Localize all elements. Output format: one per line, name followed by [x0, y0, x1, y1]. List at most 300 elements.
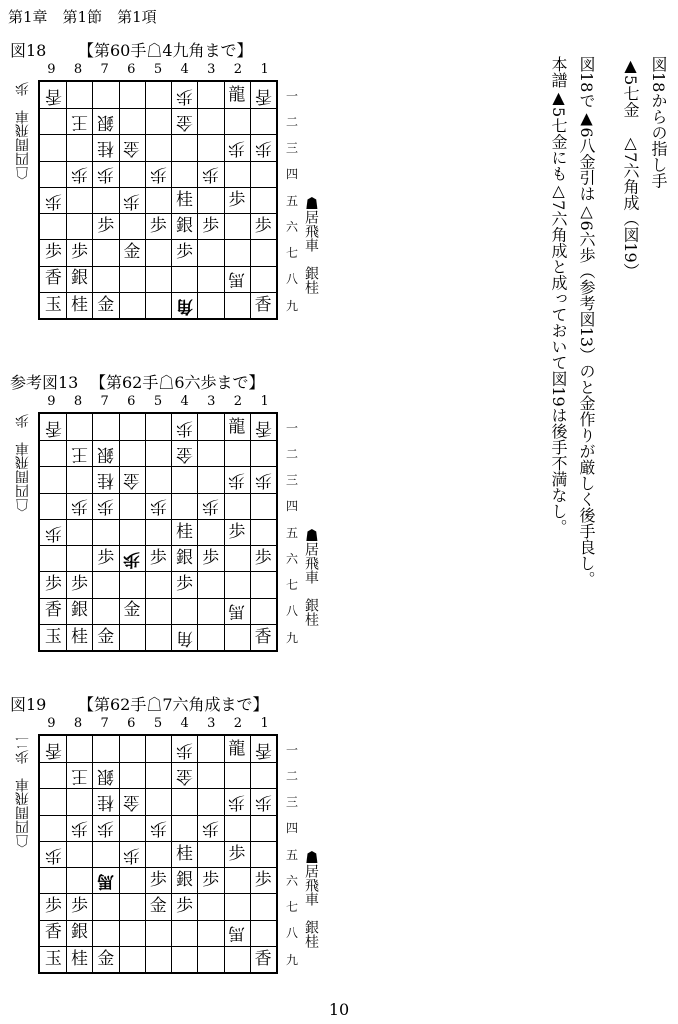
commentary-line-4: 本譜▲5七金にも△7六角成と成っておいて図19は後手不満なし。: [549, 56, 568, 535]
shogi-piece: [250, 414, 277, 441]
diagram-label: 図18: [10, 41, 47, 60]
piece-glyph: 馬: [97, 870, 115, 891]
shogi-piece: [66, 161, 93, 188]
shogi-piece: [92, 867, 119, 894]
shogi-piece: [250, 134, 277, 161]
rank-label: 九: [285, 952, 298, 967]
piece-glyph: 桂: [71, 294, 89, 315]
shogi-piece: [145, 493, 172, 520]
diagram-title: [8, 692, 308, 714]
rank-label: 七: [285, 578, 298, 593]
piece-glyph: 馬: [228, 923, 246, 944]
piece-glyph: 歩: [175, 417, 193, 438]
file-label: 8: [73, 62, 83, 77]
piece-glyph: 歩: [44, 190, 62, 211]
piece-glyph: 角: [175, 627, 193, 648]
shogi-piece: [66, 920, 93, 947]
shogi-piece: [40, 519, 67, 546]
rank-label: 八: [285, 604, 298, 619]
file-label: 3: [207, 716, 216, 731]
piece-glyph: 桂: [97, 470, 115, 491]
shogi-piece: [119, 788, 146, 815]
rank-label: 六: [285, 551, 298, 566]
commentary-line-3: 図18で▲6八金引は△6六歩（参考図13）のと金作りが厳しく後手良し。: [577, 56, 596, 588]
piece-glyph: 香: [44, 417, 62, 438]
shogi-piece: [224, 841, 251, 868]
piece-glyph: 金: [123, 792, 141, 813]
file-label: 7: [100, 394, 109, 409]
rank-label: 三: [285, 473, 298, 488]
rank-label: 五: [285, 525, 298, 540]
diagram-18: [8, 38, 319, 338]
shogi-piece: [40, 266, 67, 293]
shogi-piece: [40, 82, 67, 109]
rank-label: 一: [285, 742, 298, 757]
file-label: 2: [233, 62, 243, 77]
file-label: 5: [153, 62, 163, 77]
shogi-piece: [40, 571, 67, 598]
piece-glyph: 歩: [149, 869, 167, 890]
piece-glyph: 歩: [123, 844, 141, 865]
rank-label: 二: [285, 447, 298, 462]
shogi-piece: [171, 624, 198, 651]
shogi-piece: [92, 493, 119, 520]
diagram-title: [8, 370, 308, 392]
shogi-piece: [171, 736, 198, 763]
shogi-piece: [171, 82, 198, 109]
shogi-piece: [92, 466, 119, 493]
shogi-piece: [197, 867, 224, 894]
rank-label: 六: [285, 873, 298, 888]
piece-glyph: 桂: [71, 626, 89, 647]
shogi-piece: [119, 466, 146, 493]
piece-glyph: 金: [175, 766, 193, 787]
piece-glyph: 歩: [175, 739, 193, 760]
piece-glyph: 金: [97, 948, 115, 969]
piece-glyph: 歩: [149, 496, 167, 517]
piece-glyph: 桂: [71, 948, 89, 969]
sente-hand: ☗居飛車 銀桂: [303, 850, 319, 948]
diagram-caption: 【第62手☖7六角成まで】: [78, 695, 269, 714]
shogi-piece: [250, 867, 277, 894]
shogi-piece: [250, 788, 277, 815]
piece-glyph: 金: [175, 112, 193, 133]
piece-glyph: 歩: [228, 792, 246, 813]
piece-glyph: 歩: [228, 843, 246, 864]
reference-diagram-13: [8, 370, 319, 670]
piece-glyph: 歩: [71, 896, 89, 917]
piece-glyph: 桂: [97, 792, 115, 813]
file-label: 5: [153, 716, 163, 731]
shogi-piece: [92, 213, 119, 240]
piece-glyph: 歩: [44, 896, 62, 917]
piece-glyph: 歩: [254, 869, 272, 890]
piece-glyph: 金: [123, 470, 141, 491]
rank-label: 五: [285, 847, 298, 862]
chapter-header: 第1章 第1節 第1項: [8, 8, 157, 26]
piece-glyph: 歩: [97, 818, 115, 839]
commentary-line-2: ▲5七金 △7六角成（図19）: [621, 56, 640, 279]
shogi-piece: [171, 440, 198, 467]
piece-glyph: 歩: [149, 547, 167, 568]
piece-glyph: 香: [254, 626, 272, 647]
shogi-piece: [197, 545, 224, 572]
shogi-piece: [224, 788, 251, 815]
file-labels: [38, 62, 278, 80]
shogi-piece: [224, 519, 251, 546]
piece-glyph: 歩: [202, 164, 220, 185]
shogi-piece: [171, 545, 198, 572]
rank-labels: [282, 80, 302, 320]
rank-label: 一: [285, 420, 298, 435]
shogi-piece: [224, 187, 251, 214]
piece-glyph: 歩: [97, 547, 115, 568]
piece-glyph: 角: [175, 295, 193, 316]
piece-glyph: 玉: [44, 626, 62, 647]
diagram-caption: 【第60手☖4九角まで】: [78, 41, 253, 60]
rank-label: 一: [285, 88, 298, 103]
shogi-piece: [250, 736, 277, 763]
shogi-piece: [171, 213, 198, 240]
shogi-piece: [171, 292, 198, 319]
file-label: 3: [207, 394, 216, 409]
piece-glyph: 歩: [228, 138, 246, 159]
piece-glyph: 銀: [175, 215, 193, 236]
piece-glyph: 金: [123, 138, 141, 159]
shogi-piece: [66, 266, 93, 293]
shogi-piece: [92, 788, 119, 815]
rank-label: 八: [285, 926, 298, 941]
piece-glyph: 歩: [71, 818, 89, 839]
shogi-piece: [171, 414, 198, 441]
shogi-piece: [40, 841, 67, 868]
piece-glyph: 歩: [44, 574, 62, 595]
shogi-piece: [66, 493, 93, 520]
file-label: 9: [47, 62, 56, 77]
piece-glyph: 香: [254, 417, 272, 438]
shogi-piece: [250, 946, 277, 973]
shogi-piece: [40, 187, 67, 214]
shogi-piece: [224, 466, 251, 493]
shogi-piece: [224, 414, 251, 441]
piece-glyph: 銀: [97, 766, 115, 787]
piece-glyph: 歩: [254, 792, 272, 813]
shogi-piece: [66, 815, 93, 842]
shogi-piece: [224, 266, 251, 293]
piece-glyph: 銀: [71, 922, 89, 943]
piece-glyph: 歩: [44, 522, 62, 543]
shogi-piece: [119, 598, 146, 625]
page-number: 10: [328, 1000, 350, 1019]
piece-glyph: 香: [254, 948, 272, 969]
piece-glyph: 銀: [71, 268, 89, 289]
shogi-piece: [119, 239, 146, 266]
diagram-label: 参考図13: [10, 373, 79, 392]
piece-glyph: 歩: [228, 521, 246, 542]
gote-hand: ☖四間飛車 歩: [15, 82, 31, 180]
shogi-piece: [66, 440, 93, 467]
piece-glyph: 香: [254, 85, 272, 106]
file-label: 8: [73, 716, 83, 731]
shogi-piece: [224, 736, 251, 763]
rank-label: 四: [285, 499, 298, 514]
piece-glyph: 歩: [123, 190, 141, 211]
piece-glyph: 金: [97, 626, 115, 647]
piece-glyph: 歩: [175, 85, 193, 106]
shogi-piece: [40, 624, 67, 651]
shogi-piece: [119, 187, 146, 214]
piece-glyph: 歩: [228, 470, 246, 491]
piece-glyph: 歩: [149, 215, 167, 236]
file-label: 4: [180, 62, 189, 77]
piece-glyph: 銀: [71, 600, 89, 621]
shogi-piece: [66, 571, 93, 598]
file-label: 2: [233, 394, 243, 409]
file-label: 4: [180, 394, 189, 409]
shogi-piece: [171, 867, 198, 894]
piece-glyph: 歩: [71, 496, 89, 517]
piece-glyph: 歩: [202, 496, 220, 517]
shogi-piece: [92, 624, 119, 651]
file-label: 1: [260, 394, 269, 409]
shogi-piece: [145, 893, 172, 920]
shogi-piece: [92, 815, 119, 842]
shogi-piece: [171, 519, 198, 546]
file-label: 6: [127, 394, 136, 409]
shogi-piece: [145, 545, 172, 572]
piece-glyph: 玉: [44, 948, 62, 969]
shogi-piece: [119, 841, 146, 868]
file-label: 7: [100, 62, 109, 77]
shogi-board: [38, 734, 278, 974]
piece-glyph: 歩: [71, 242, 89, 263]
piece-glyph: 馬: [228, 269, 246, 290]
piece-glyph: 歩: [97, 164, 115, 185]
piece-glyph: 歩: [202, 547, 220, 568]
shogi-piece: [197, 815, 224, 842]
file-label: 4: [180, 716, 189, 731]
diagram-title: [8, 38, 308, 60]
shogi-piece: [171, 893, 198, 920]
shogi-piece: [145, 867, 172, 894]
piece-glyph: 歩: [149, 164, 167, 185]
piece-glyph: 歩: [71, 574, 89, 595]
shogi-board: [38, 412, 278, 652]
piece-glyph: 歩: [44, 242, 62, 263]
piece-glyph: 桂: [175, 521, 193, 542]
piece-glyph: 玉: [44, 294, 62, 315]
piece-glyph: 歩: [175, 242, 193, 263]
gote-hand: ☖四間飛車 歩: [15, 414, 31, 512]
shogi-piece: [171, 187, 198, 214]
piece-glyph: 銀: [175, 869, 193, 890]
piece-glyph: 龍: [228, 84, 246, 105]
piece-glyph: 王: [71, 444, 89, 465]
rank-label: 三: [285, 141, 298, 156]
gote-hand: ☖四間飛車 歩二: [15, 736, 31, 848]
shogi-piece: [145, 213, 172, 240]
rank-labels: [282, 412, 302, 652]
piece-glyph: 龍: [228, 738, 246, 759]
shogi-piece: [197, 213, 224, 240]
rank-label: 三: [285, 795, 298, 810]
shogi-piece: [40, 946, 67, 973]
shogi-piece: [66, 239, 93, 266]
shogi-piece: [224, 82, 251, 109]
rank-label: 五: [285, 193, 298, 208]
piece-glyph: 歩: [202, 818, 220, 839]
rank-label: 二: [285, 769, 298, 784]
file-label: 6: [127, 62, 136, 77]
piece-glyph: 歩: [254, 215, 272, 236]
shogi-piece: [92, 161, 119, 188]
shogi-board: [38, 80, 278, 320]
piece-glyph: 香: [44, 739, 62, 760]
shogi-piece: [66, 762, 93, 789]
file-labels: [38, 394, 278, 412]
rank-labels: [282, 734, 302, 974]
piece-glyph: 歩: [123, 548, 141, 569]
rank-label: 八: [285, 272, 298, 287]
shogi-piece: [40, 414, 67, 441]
shogi-piece: [145, 815, 172, 842]
piece-glyph: 金: [97, 294, 115, 315]
shogi-piece: [66, 292, 93, 319]
piece-glyph: 銀: [97, 112, 115, 133]
piece-glyph: 龍: [228, 416, 246, 437]
piece-glyph: 歩: [202, 215, 220, 236]
shogi-piece: [250, 545, 277, 572]
piece-glyph: 桂: [175, 843, 193, 864]
diagram-label: 図19: [10, 695, 47, 714]
piece-glyph: 歩: [97, 496, 115, 517]
piece-glyph: 歩: [254, 547, 272, 568]
rank-label: 七: [285, 900, 298, 915]
file-label: 7: [100, 716, 109, 731]
shogi-piece: [92, 108, 119, 135]
shogi-piece: [66, 624, 93, 651]
piece-glyph: 歩: [228, 189, 246, 210]
rank-label: 七: [285, 246, 298, 261]
piece-glyph: 銀: [97, 444, 115, 465]
shogi-piece: [66, 598, 93, 625]
shogi-piece: [145, 161, 172, 188]
piece-glyph: 馬: [228, 601, 246, 622]
piece-glyph: 桂: [175, 189, 193, 210]
piece-glyph: 香: [254, 739, 272, 760]
shogi-piece: [40, 920, 67, 947]
rank-label: 六: [285, 219, 298, 234]
file-label: 2: [233, 716, 243, 731]
sente-hand: ☗居飛車 銀桂: [303, 196, 319, 294]
shogi-piece: [171, 571, 198, 598]
file-label: 3: [207, 62, 216, 77]
piece-glyph: 香: [44, 922, 62, 943]
piece-glyph: 香: [254, 294, 272, 315]
rank-label: 九: [285, 298, 298, 313]
file-labels: [38, 716, 278, 734]
shogi-piece: [40, 292, 67, 319]
shogi-piece: [119, 134, 146, 161]
diagram-19: [8, 692, 319, 992]
shogi-piece: [66, 108, 93, 135]
shogi-piece: [66, 946, 93, 973]
shogi-piece: [171, 239, 198, 266]
piece-glyph: 金: [149, 896, 167, 917]
shogi-piece: [40, 736, 67, 763]
shogi-piece: [197, 161, 224, 188]
rank-label: 四: [285, 821, 298, 836]
shogi-piece: [250, 213, 277, 240]
shogi-piece: [224, 598, 251, 625]
commentary-line-1: 図18からの指し手: [649, 56, 668, 189]
shogi-piece: [171, 762, 198, 789]
file-label: 1: [260, 62, 269, 77]
shogi-piece: [92, 946, 119, 973]
piece-glyph: 香: [44, 85, 62, 106]
piece-glyph: 金: [123, 600, 141, 621]
piece-glyph: 歩: [44, 844, 62, 865]
file-label: 5: [153, 394, 163, 409]
piece-glyph: 歩: [97, 215, 115, 236]
shogi-piece: [119, 545, 146, 572]
shogi-piece: [92, 545, 119, 572]
shogi-piece: [224, 920, 251, 947]
shogi-piece: [92, 292, 119, 319]
shogi-piece: [92, 762, 119, 789]
piece-glyph: 歩: [254, 470, 272, 491]
sente-hand: ☗居飛車 銀桂: [303, 528, 319, 626]
shogi-piece: [250, 292, 277, 319]
file-label: 9: [47, 716, 56, 731]
shogi-piece: [92, 440, 119, 467]
diagram-caption: 【第62手☖6六歩まで】: [90, 373, 265, 392]
piece-glyph: 金: [175, 444, 193, 465]
file-label: 9: [47, 394, 56, 409]
shogi-piece: [250, 82, 277, 109]
piece-glyph: 銀: [175, 547, 193, 568]
shogi-piece: [92, 134, 119, 161]
shogi-piece: [66, 893, 93, 920]
piece-glyph: 金: [123, 242, 141, 263]
file-label: 1: [260, 716, 269, 731]
rank-label: 二: [285, 115, 298, 130]
piece-glyph: 歩: [254, 138, 272, 159]
rank-label: 四: [285, 167, 298, 182]
piece-glyph: 王: [71, 766, 89, 787]
shogi-piece: [171, 841, 198, 868]
shogi-piece: [40, 239, 67, 266]
shogi-piece: [250, 466, 277, 493]
shogi-piece: [224, 134, 251, 161]
shogi-piece: [40, 598, 67, 625]
piece-glyph: 香: [44, 268, 62, 289]
piece-glyph: 香: [44, 600, 62, 621]
piece-glyph: 歩: [71, 164, 89, 185]
piece-glyph: 歩: [175, 574, 193, 595]
piece-glyph: 歩: [149, 818, 167, 839]
shogi-piece: [171, 108, 198, 135]
shogi-piece: [250, 624, 277, 651]
piece-glyph: 歩: [202, 869, 220, 890]
piece-glyph: 王: [71, 112, 89, 133]
piece-glyph: 歩: [175, 896, 193, 917]
file-label: 8: [73, 394, 83, 409]
file-label: 6: [127, 716, 136, 731]
rank-label: 九: [285, 630, 298, 645]
shogi-piece: [197, 493, 224, 520]
piece-glyph: 桂: [97, 138, 115, 159]
